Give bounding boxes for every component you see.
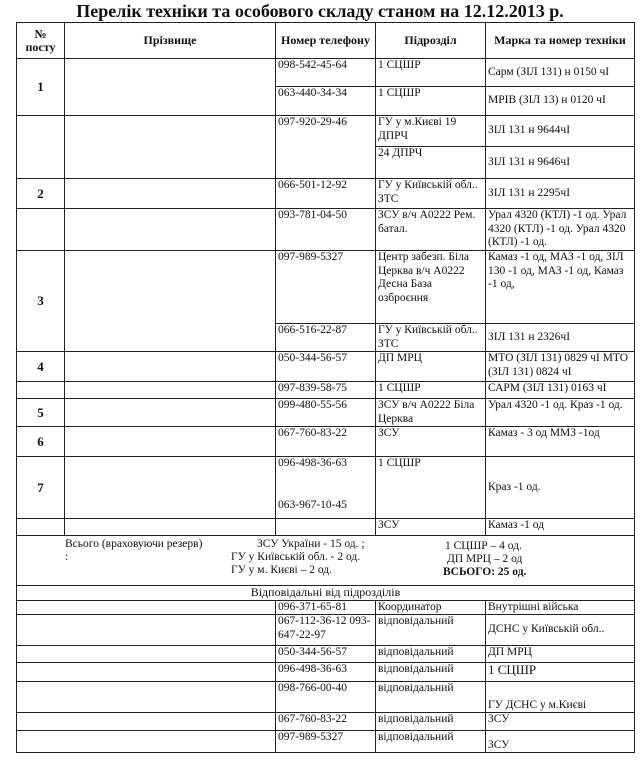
responsible-phone: 097-989-5327 [276,731,376,753]
post-number: 2 [17,179,65,209]
responsible-role: відповідальний [376,615,486,646]
table-header-row [17,23,635,59]
unit-cell: Центр забезп. Біла Церква в/ч А0222 Десна База озброєння [376,251,486,324]
brand-cell: МРІВ (ЗІЛ 13) н 0120 чІ [486,87,635,116]
responsible-role: відповідальний [376,646,486,663]
table-row [17,179,635,209]
unit-cell: ЗСУ в/ч А0222 Біла Церква [376,399,486,427]
responsible-unit: ЗСУ [486,731,635,753]
brand-cell: Краз -1 од. [486,457,635,519]
phone-cell: 099-480-55-56 [276,399,376,427]
summary-line-scshr: 1 СЦШР – 4 од. [445,540,522,552]
summary-line-dp-mrc: ДП МРЦ – 2 од [447,553,523,565]
unit-cell: 1 СЦШР [376,457,486,519]
table-row [17,731,635,753]
responsible-phone: 096-371-65-81 [276,600,376,615]
table-row [17,646,635,663]
summary-row [17,536,635,586]
post-number [17,519,65,536]
summary-line-gu-kyiv: ГУ у м. Києві – 2 од. [231,564,332,576]
brand-cell: ЗІЛ 131 н 9646чІ [486,147,635,179]
responsible-name-cell [17,663,276,682]
responsible-phone: 096-498-36-63 [276,663,376,682]
table-row [17,352,635,382]
brand-cell: Урал 4320 -1 од. Краз -1 од. [486,399,635,427]
brand-cell: Сарм (ЗІЛ 131) н 0150 чІ [486,59,635,87]
post-number [17,116,65,179]
phone-cell [276,457,376,519]
table-row [17,209,635,251]
phone-cell: 067-760-83-22 [276,427,376,457]
header-surname: Прізвище [65,23,276,59]
phone-cell: 050-344-56-57 [276,352,376,382]
table-row [17,457,635,519]
phone-cell: 097-920-29-46 [276,116,376,179]
surname-cell [65,209,276,251]
phone-cell: 097-839-58-75 [276,382,376,399]
phone-cell: 066-516-22-87 [276,324,376,352]
brand-cell: ЗІЛ 131 н 2326чІ [486,324,635,352]
unit-cell: ГУ у Київській обл.. ЗТС [376,324,486,352]
phone-cell: 097-989-5327 [276,251,376,324]
responsible-unit: ДСНС у Київській обл.. [486,615,635,646]
post-number [17,382,65,399]
unit-cell: ЗСУ [376,427,486,457]
brand-cell: Камаз - 3 од ММЗ -1од [486,427,635,457]
header-phone: Номер телефону [276,23,376,59]
header-brand: Марка та номер техніки [486,23,635,59]
responsible-role: Координатор [376,600,486,615]
responsible-name-cell [17,600,276,615]
brand-cell: ЗІЛ 131 н 9644чІ [486,116,635,147]
responsible-unit: ГУ ДСНС у м.Києві [486,682,635,713]
brand-cell: ЗІЛ 131 н 2295чІ [486,179,635,209]
table-row [17,427,635,457]
equipment-table [16,22,635,753]
post-number: 7 [17,457,65,519]
unit-cell: 1 СЦШР [376,59,486,87]
summary-label: Всього (враховуючи резерв) : [65,538,203,563]
summary-line-zsu: ЗСУ України - 15 од. ; [257,538,365,550]
responsible-role: відповідальний [376,731,486,753]
unit-cell: ДП МРЦ [376,352,486,382]
table-row [17,251,635,324]
table-row [17,519,635,536]
table-row [17,713,635,731]
responsible-name-cell [17,731,276,753]
responsible-phone: 067-760-83-22 [276,713,376,731]
unit-cell: ГУ у м.Києві 19 ДПРЧ [376,116,486,147]
responsible-name-cell [17,646,276,663]
unit-cell: 1 СЦШР [376,382,486,399]
phone-cell: 063-440-34-34 [276,87,376,116]
unit-cell: ЗСУ [376,519,486,536]
surname-cell [65,399,276,427]
summary-line-gu-oblast: ГУ у Київській обл. - 2 од. [231,551,361,563]
summary-cell [17,536,635,586]
phone-cell: 093-781-04-50 [276,209,376,251]
responsible-unit: ЗСУ [486,713,635,731]
surname-cell [65,457,276,519]
post-number: 5 [17,399,65,427]
responsible-phone: 098-766-00-40 [276,682,376,713]
responsible-role: відповідальний [376,663,486,682]
unit-cell: ЗСУ в/ч А0222 Рем. батал. [376,209,486,251]
table-row [17,382,635,399]
surname-cell [65,251,276,352]
responsible-unit: ДП МРЦ [486,646,635,663]
responsible-phone: 067-112-36-12 093-647-22-97 [276,615,376,646]
phone-line-1: 096-498-36-63 [278,457,347,469]
surname-cell [65,59,276,116]
responsible-header-row [17,586,635,601]
phone-cell [276,519,376,536]
responsible-role: відповідальний [376,682,486,713]
surname-cell [65,427,276,457]
unit-cell: 1 СЦШР [376,87,486,116]
phone-cell: 066-501-12-92 [276,179,376,209]
brand-cell: САРМ (ЗІЛ 131) 0163 чІ [486,382,635,399]
responsible-name-cell [17,713,276,731]
responsible-unit: 1 СЦШР [486,663,635,682]
responsible-name-cell [17,615,276,646]
brand-cell: Камаз -1 од [486,519,635,536]
surname-cell [65,519,276,536]
header-post: № посту [17,23,65,59]
brand-cell: МТО (ЗІЛ 131) 0829 чІ МТО (ЗІЛ 131) 0824 чІ [486,352,635,382]
table-row [17,116,635,147]
responsible-header: Відповідальні від підрозділів [17,586,635,601]
responsible-phone: 050-344-56-57 [276,646,376,663]
header-unit: Підрозділ [376,23,486,59]
brand-cell: Камаз -1 од, МАЗ -1 од, ЗІЛ 130 -1 од, МАЗ -1 од, Камаз -1 од, [486,251,635,324]
post-number: 3 [17,251,65,352]
responsible-name-cell [17,682,276,713]
surname-cell [65,352,276,382]
summary-total: ВСЬОГО: 25 од. [443,566,527,578]
responsible-unit: Внутрішні війська [486,600,635,615]
table-row [17,682,635,713]
post-number: 4 [17,352,65,382]
post-number: 6 [17,427,65,457]
unit-cell: 24 ДПРЧ [376,147,486,179]
table-row [17,615,635,646]
table-row [17,600,635,615]
surname-cell [65,179,276,209]
page-title: Перелік техніки та особового складу станом на 12.12.2013 р. [76,1,564,21]
surname-cell [65,116,276,179]
post-number: 1 [17,59,65,116]
responsible-role: відповідальний [376,713,486,731]
phone-cell: 098-542-45-64 [276,59,376,87]
table-row [17,59,635,87]
table-row [17,663,635,682]
phone-line-2: 063-967-10-45 [278,498,347,511]
unit-cell: ГУ у Київській обл.. ЗТС [376,179,486,209]
brand-cell: Урал 4320 (КТЛ) -1 од. Урал 4320 (КТЛ) -1 од. Урал 4320 (КТЛ) -1 од. [486,209,635,251]
table-row [17,399,635,427]
post-number [17,209,65,251]
surname-cell [65,382,276,399]
